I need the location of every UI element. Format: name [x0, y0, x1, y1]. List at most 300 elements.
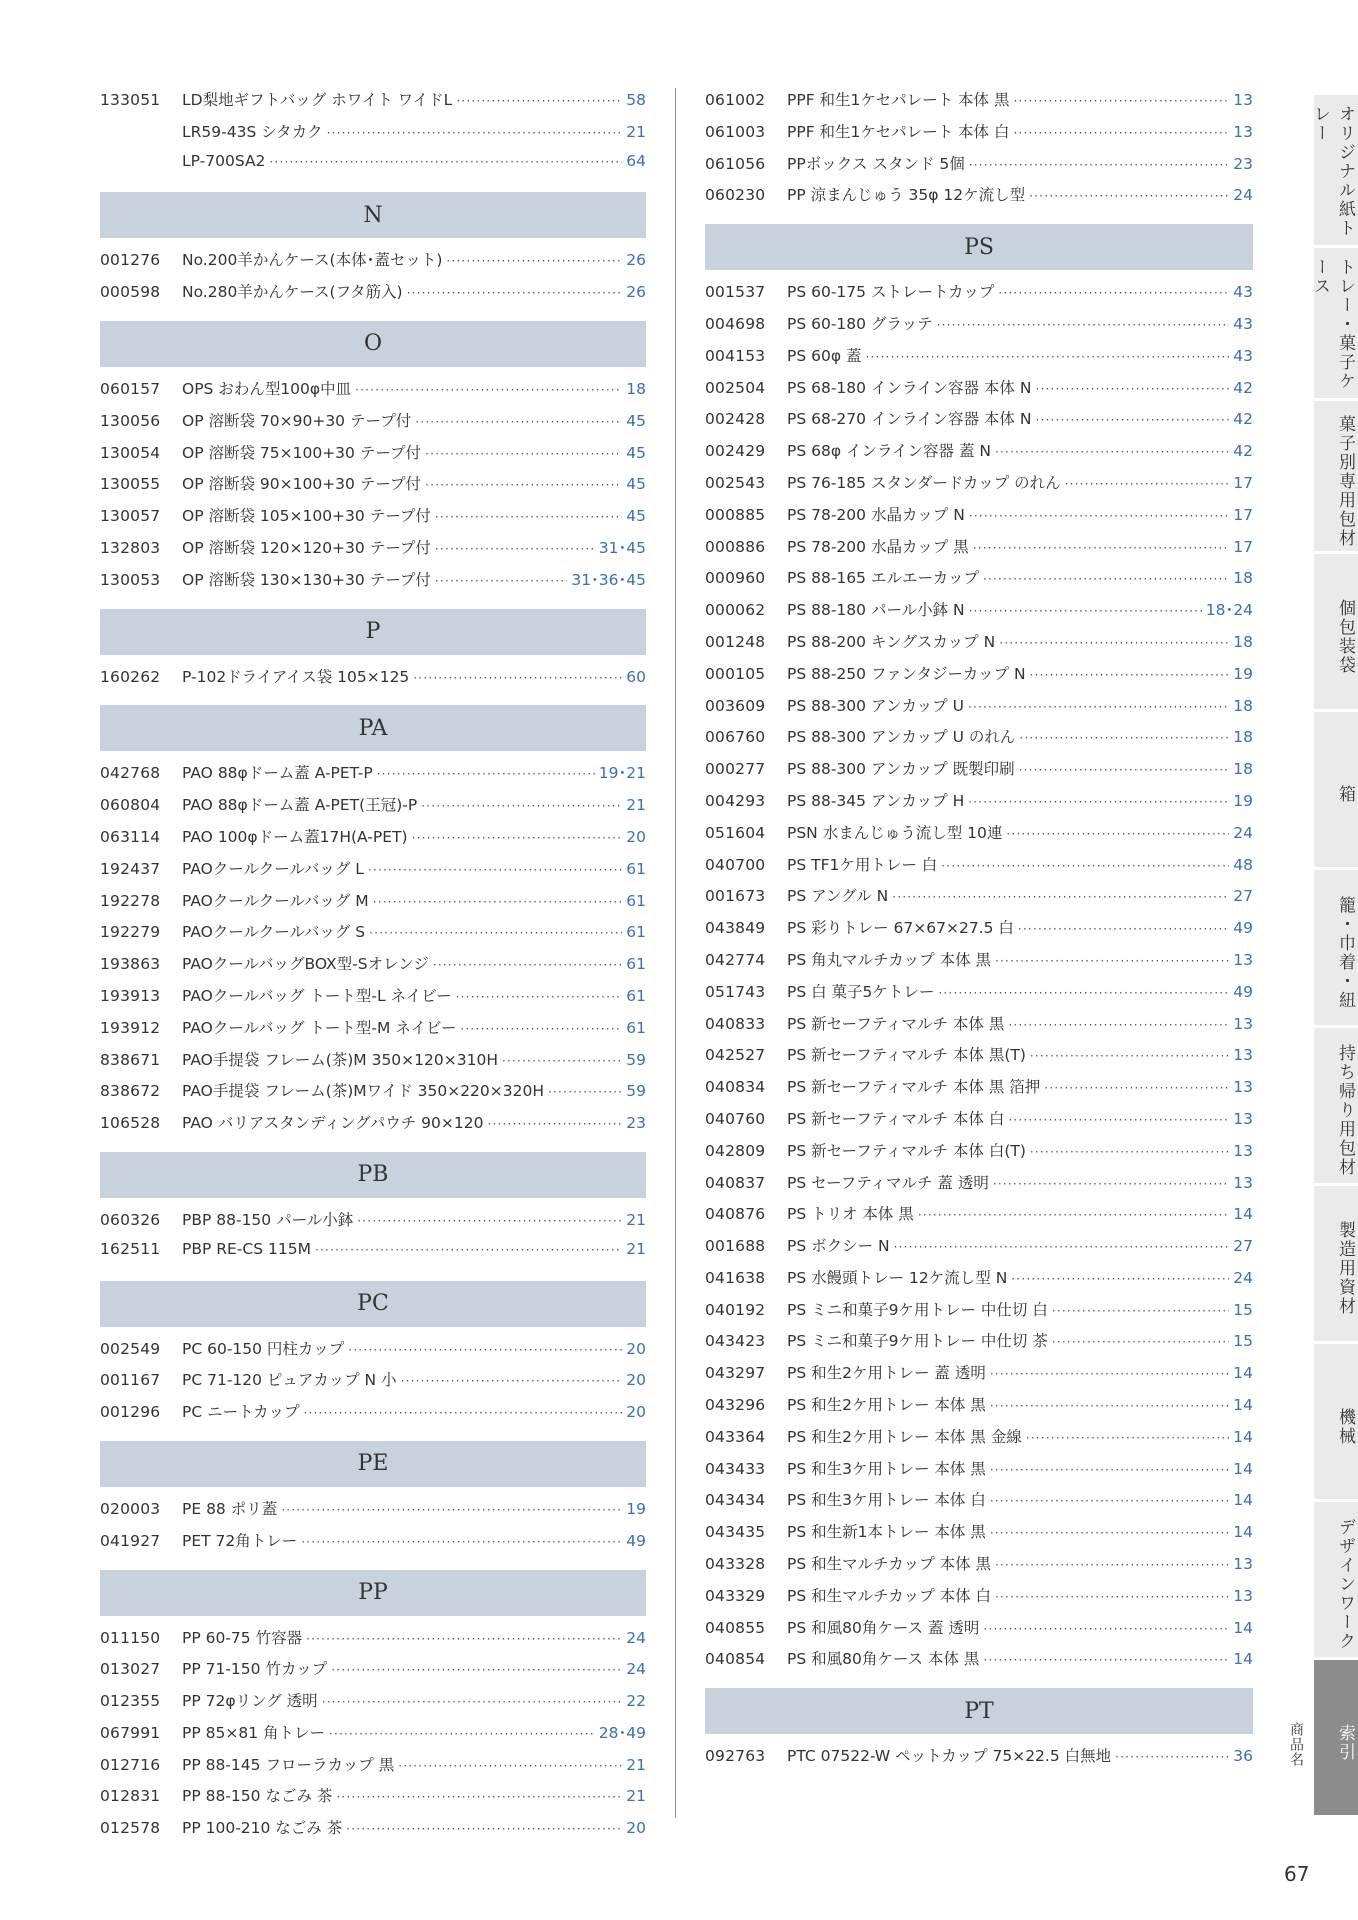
- product-name: PP 涼まんじゅう 35φ 12ケ流し型: [787, 186, 1026, 205]
- index-entry: [705, 1361, 1253, 1393]
- dot-leader: [1044, 1082, 1229, 1094]
- page-reference[interactable]: 61: [626, 923, 646, 942]
- page-reference[interactable]: 49: [1233, 919, 1253, 938]
- product-name: PS 彩りトレー 67×67×27.5 白: [787, 919, 1014, 938]
- product-code: 043297: [705, 1364, 766, 1383]
- product-name: PS アングル N: [787, 887, 889, 906]
- dot-leader: [446, 255, 622, 267]
- dot-leader: [1115, 1751, 1229, 1763]
- product-code: 040855: [705, 1618, 766, 1637]
- page-reference[interactable]: 24: [626, 1628, 646, 1647]
- index-entry: [100, 1784, 646, 1816]
- page-reference[interactable]: 13: [1233, 1586, 1253, 1605]
- section-header: PT: [705, 1688, 1253, 1734]
- product-code: 002504: [705, 378, 766, 397]
- product-name: PP 85×81 角トレー: [182, 1723, 325, 1742]
- page-reference[interactable]: 13: [1233, 1046, 1253, 1065]
- page-reference[interactable]: 49: [1233, 982, 1253, 1001]
- page-reference[interactable]: 58: [626, 91, 646, 109]
- index-entry: [705, 1584, 1253, 1616]
- dot-leader: [968, 796, 1229, 808]
- product-code: 000886: [705, 537, 766, 556]
- page-reference[interactable]: 61: [626, 891, 646, 910]
- product-name: PS 60φ 蓋: [787, 346, 862, 365]
- index-entry: [100, 889, 646, 921]
- page-reference[interactable]: 17: [1233, 505, 1253, 524]
- page-reference[interactable]: 20: [626, 1371, 646, 1390]
- product-code: 042809: [705, 1141, 766, 1160]
- page-reference[interactable]: 61: [626, 955, 646, 974]
- page-reference[interactable]: 21: [626, 122, 646, 141]
- dot-leader: [973, 542, 1230, 554]
- index-entry: [705, 980, 1253, 1012]
- dot-leader: [460, 1023, 622, 1035]
- dot-leader: [401, 1375, 623, 1387]
- product-name: LR59-43S シタカク: [182, 122, 323, 141]
- page-reference[interactable]: 18: [1233, 632, 1253, 651]
- page-reference[interactable]: 14: [1233, 1491, 1253, 1510]
- page-reference[interactable]: 14: [1233, 1205, 1253, 1224]
- product-name: PS 88-300 アンカップ U: [787, 696, 964, 715]
- dot-leader: [1013, 127, 1229, 139]
- page-reference[interactable]: 45: [626, 507, 646, 526]
- dot-leader: [990, 1527, 1229, 1539]
- product-code: 013027: [100, 1660, 161, 1679]
- dot-leader: [1019, 764, 1230, 776]
- dot-leader: [348, 1344, 622, 1356]
- product-name: PBP RE-CS 115M: [182, 1239, 311, 1258]
- product-name: PP 71-150 竹カップ: [182, 1660, 328, 1679]
- product-name: PS 60-175 ストレートカップ: [787, 283, 995, 302]
- page-reference[interactable]: 21: [626, 1787, 646, 1806]
- product-code: 002428: [705, 410, 766, 429]
- page-reference[interactable]: 24: [1233, 186, 1253, 205]
- product-name: PAO手提袋 フレーム(茶)M 350×120×310H: [182, 1050, 498, 1069]
- page-reference[interactable]: 26: [626, 283, 646, 302]
- index-entry: [100, 1337, 646, 1369]
- product-code: 130055: [100, 475, 161, 494]
- index-entry: [705, 662, 1253, 694]
- page-reference[interactable]: 17: [1233, 537, 1253, 556]
- dot-leader: [990, 1495, 1229, 1507]
- dot-leader: [1019, 732, 1229, 744]
- dot-leader: [331, 1664, 622, 1676]
- product-name: PS 和生2ケ用トレー 本体 黒 金線: [787, 1427, 1022, 1446]
- product-code: 042768: [100, 764, 161, 783]
- dot-leader: [315, 1244, 622, 1256]
- product-code: 838672: [100, 1082, 161, 1101]
- page-reference[interactable]: 17: [1233, 473, 1253, 492]
- category-tab[interactable]: 籠・巾着・紐: [1314, 870, 1358, 1025]
- product-code: 012355: [100, 1692, 161, 1711]
- index-entry: [705, 566, 1253, 598]
- dot-leader: [368, 864, 622, 876]
- index-entry: [705, 376, 1253, 408]
- dot-leader: [1011, 1273, 1229, 1285]
- dot-leader: [993, 1178, 1229, 1190]
- category-tab[interactable]: 個包装袋: [1314, 554, 1358, 709]
- product-name: PS 新セーフティマルチ 本体 黒(T): [787, 1046, 1026, 1065]
- page-reference[interactable]: 42: [1233, 378, 1253, 397]
- product-code: 004153: [705, 346, 766, 365]
- dot-leader: [421, 800, 622, 812]
- product-name: PS トリオ 本体 黒: [787, 1205, 914, 1224]
- page-reference[interactable]: 23: [1233, 154, 1253, 173]
- page-reference[interactable]: 20: [626, 827, 646, 846]
- index-entry: [705, 598, 1253, 630]
- index-entry: [100, 984, 646, 1016]
- category-tab[interactable]: 製造用資材: [1314, 1186, 1358, 1341]
- page-reference[interactable]: 49: [626, 1531, 646, 1550]
- index-entry: [705, 312, 1253, 344]
- category-tab[interactable]: トレー・菓子ケース: [1314, 248, 1358, 398]
- product-name: PS 和生3ケ用トレー 本体 黒: [787, 1459, 986, 1478]
- index-entry: [705, 1425, 1253, 1457]
- product-code: 060804: [100, 796, 161, 815]
- product-name: PS 和生3ケ用トレー 本体 白: [787, 1491, 986, 1510]
- category-tab[interactable]: デザインワーク: [1314, 1502, 1358, 1657]
- dot-leader: [937, 319, 1230, 331]
- product-name: PS ミニ和菓子9ケ用トレー 中仕切 茶: [787, 1332, 1048, 1351]
- product-code: 000062: [705, 601, 766, 620]
- dot-leader: [281, 1504, 622, 1516]
- product-code: 192437: [100, 859, 161, 878]
- page-reference[interactable]: 59: [626, 1050, 646, 1069]
- dot-leader: [456, 95, 622, 107]
- product-code: 130056: [100, 411, 161, 430]
- page-reference[interactable]: 45: [626, 443, 646, 462]
- dot-leader: [995, 446, 1229, 458]
- page-reference[interactable]: 20: [626, 1339, 646, 1358]
- product-code: 041638: [705, 1268, 766, 1287]
- page-reference[interactable]: 61: [626, 1018, 646, 1037]
- product-name: OP 溶断袋 105×100+30 テープ付: [182, 507, 431, 526]
- product-code: 002429: [705, 442, 766, 461]
- page-reference[interactable]: 13: [1233, 1109, 1253, 1128]
- dot-leader: [269, 156, 622, 168]
- dot-leader: [336, 1791, 622, 1803]
- product-name: PS 88-250 ファンタジーカップ N: [787, 664, 1026, 683]
- page-reference[interactable]: 18: [1233, 728, 1253, 747]
- product-name: PET 72角トレー: [182, 1531, 298, 1550]
- page-reference[interactable]: 45: [626, 411, 646, 430]
- page-reference[interactable]: 21: [626, 1210, 646, 1229]
- product-name: PP 88-145 フローラカップ 黒: [182, 1755, 395, 1774]
- product-name: PS 76-185 スタンダードカップ のれん: [787, 473, 1061, 492]
- page-reference[interactable]: 13: [1233, 1173, 1253, 1192]
- page-reference[interactable]: 42: [1233, 410, 1253, 429]
- product-code: 040192: [705, 1300, 766, 1319]
- category-tab[interactable]: 索引: [1314, 1660, 1358, 1815]
- index-entry: [705, 725, 1253, 757]
- index-entry: [100, 1079, 646, 1111]
- dot-leader: [990, 1368, 1229, 1380]
- index-entry: [705, 1457, 1253, 1489]
- product-code: 193913: [100, 986, 161, 1005]
- page-reference[interactable]: 14: [1233, 1650, 1253, 1669]
- page-reference[interactable]: 43: [1233, 346, 1253, 365]
- product-name: PS 和生新1本トレー 本体 黒: [787, 1523, 986, 1542]
- product-code: 061003: [705, 122, 766, 141]
- page-reference[interactable]: 20: [626, 1403, 646, 1422]
- column-divider: [675, 88, 676, 1818]
- product-code: 061002: [705, 91, 766, 109]
- index-entry: [705, 535, 1253, 567]
- index-entry: [705, 1012, 1253, 1044]
- product-name: PS 88-345 アンカップ H: [787, 791, 965, 810]
- index-entry: [705, 407, 1253, 439]
- product-code: 001276: [100, 251, 161, 270]
- dot-leader: [1008, 1019, 1229, 1031]
- index-entry: [100, 1016, 646, 1048]
- product-name: PS 68-180 インライン容器 本体 N: [787, 378, 1032, 397]
- page-reference[interactable]: 15: [1233, 1300, 1253, 1319]
- dot-leader: [369, 927, 622, 939]
- product-code: 020003: [100, 1499, 161, 1518]
- product-name: PAOクールクールバッグ M: [182, 891, 369, 910]
- dot-leader: [435, 511, 622, 523]
- dot-leader: [412, 832, 623, 844]
- page-reference[interactable]: 19: [1233, 664, 1253, 683]
- index-entry: [705, 1298, 1253, 1330]
- dot-leader: [415, 416, 622, 428]
- page-reference[interactable]: 21: [626, 796, 646, 815]
- page-reference[interactable]: 26: [626, 251, 646, 270]
- index-entry: [705, 439, 1253, 471]
- product-name: PAO手提袋 フレーム(茶)Mワイド 350×220×320H: [182, 1082, 545, 1101]
- product-name: PS セーフティマルチ 蓋 透明: [787, 1173, 989, 1192]
- category-tab[interactable]: 箱: [1314, 712, 1358, 867]
- product-name: LP-700SA2: [182, 151, 266, 170]
- product-code: 001167: [100, 1371, 161, 1390]
- product-code: 133051: [100, 91, 161, 109]
- index-entry: [100, 1368, 646, 1400]
- dot-leader: [999, 637, 1229, 649]
- product-code: 040700: [705, 855, 766, 874]
- product-name: PS 白 菓子5ケトレー: [787, 982, 935, 1001]
- index-entry: [100, 1626, 646, 1658]
- product-name: PP 72φリング 透明: [182, 1692, 318, 1711]
- dot-leader: [407, 287, 623, 299]
- page-reference[interactable]: 15: [1233, 1332, 1253, 1351]
- product-name: PC 60-150 円柱カップ: [182, 1339, 345, 1358]
- page-reference[interactable]: 27: [1233, 1237, 1253, 1256]
- dot-leader: [1006, 828, 1229, 840]
- page-reference[interactable]: 18: [1233, 760, 1253, 779]
- page-reference[interactable]: 13: [1233, 122, 1253, 141]
- index-entry: [100, 248, 646, 280]
- dot-leader: [1018, 923, 1229, 935]
- index-entry: [100, 280, 646, 312]
- index-entry: [705, 183, 1253, 215]
- product-name: PAO 88φドーム蓋 A-PET(王冠)-P: [182, 796, 418, 815]
- dot-leader: [866, 351, 1230, 363]
- product-code: 001688: [705, 1237, 766, 1256]
- index-entry: [705, 1075, 1253, 1107]
- dot-leader: [306, 1633, 622, 1645]
- category-tab[interactable]: 菓子別専用包材: [1314, 401, 1358, 551]
- index-entry: [100, 504, 646, 536]
- page-reference[interactable]: 28･49: [598, 1723, 646, 1742]
- page-reference[interactable]: 43: [1233, 314, 1253, 333]
- dot-leader: [346, 1823, 622, 1835]
- dot-leader: [1052, 1305, 1229, 1317]
- product-name: OP 溶断袋 120×120+30 テープ付: [182, 538, 431, 557]
- page-reference[interactable]: 24: [626, 1660, 646, 1679]
- category-tab[interactable]: 機械: [1314, 1344, 1358, 1499]
- section-header: PB: [100, 1152, 646, 1198]
- product-code: 043849: [705, 919, 766, 938]
- dot-leader: [322, 1696, 623, 1708]
- index-entry: [100, 857, 646, 889]
- product-name: PS 88-300 アンカップ 既製印刷: [787, 760, 1015, 779]
- dot-leader: [398, 1760, 622, 1772]
- dot-leader: [435, 575, 567, 587]
- page-reference[interactable]: 60: [626, 667, 646, 686]
- page-reference[interactable]: 31･36･45: [571, 570, 646, 589]
- product-name: PAOクールバッグ トート型-L ネイビー: [182, 986, 452, 1005]
- product-code: 061056: [705, 154, 766, 173]
- page-reference[interactable]: 45: [626, 475, 646, 494]
- dot-leader: [355, 384, 622, 396]
- dot-leader: [548, 1086, 622, 1098]
- page-reference[interactable]: 19･21: [598, 764, 646, 783]
- product-name: PAO 100φドーム蓋17H(A-PET): [182, 827, 408, 846]
- product-name: PS 新セーフティマルチ 本体 白(T): [787, 1141, 1026, 1160]
- product-code: 002543: [705, 473, 766, 492]
- page-reference[interactable]: 13: [1233, 91, 1253, 109]
- product-name: PS 和風80角ケース 本体 黒: [787, 1650, 980, 1669]
- page-reference[interactable]: 64: [626, 151, 646, 170]
- dot-leader: [425, 479, 622, 491]
- page-reference[interactable]: 18: [1233, 696, 1253, 715]
- page-number: 67: [1284, 1862, 1310, 1886]
- dot-leader: [995, 1559, 1229, 1571]
- product-name: PS 角丸マルチカップ 本体 黒: [787, 950, 992, 969]
- index-entry: [705, 1647, 1253, 1679]
- page-reference[interactable]: 13: [1233, 1078, 1253, 1097]
- dot-leader: [1030, 1050, 1229, 1062]
- page-reference[interactable]: 18･24: [1205, 601, 1253, 620]
- product-name: OP 溶断袋 90×100+30 テープ付: [182, 475, 422, 494]
- product-name: PS 60-180 グラッテ: [787, 314, 933, 333]
- product-code: 001537: [705, 283, 766, 302]
- dot-leader: [983, 1654, 1229, 1666]
- index-entry: [100, 536, 646, 568]
- product-name: PS 和生2ケ用トレー 蓋 透明: [787, 1364, 986, 1383]
- category-tab[interactable]: オリジナル紙トレー: [1314, 95, 1358, 245]
- page-reference[interactable]: 24: [1233, 823, 1253, 842]
- product-code: 001673: [705, 887, 766, 906]
- page-reference[interactable]: 59: [626, 1082, 646, 1101]
- page-reference[interactable]: 23: [626, 1114, 646, 1133]
- category-tab[interactable]: 持ち帰り用包材: [1314, 1028, 1358, 1183]
- index-entry: [100, 1497, 646, 1529]
- page-reference[interactable]: 27: [1233, 887, 1253, 906]
- product-code: 042527: [705, 1046, 766, 1065]
- index-entry: [100, 793, 646, 825]
- index-entry: [100, 1048, 646, 1080]
- index-entry: [100, 472, 646, 504]
- product-name: PAO バリアスタンディングパウチ 90×120: [182, 1114, 484, 1133]
- product-code: 060230: [705, 186, 766, 205]
- page-reference[interactable]: 18: [626, 379, 646, 398]
- page-reference[interactable]: 42: [1233, 442, 1253, 461]
- product-name: PPF 和生1ケセパレート 本体 白: [787, 122, 1010, 141]
- page-reference[interactable]: 14: [1233, 1364, 1253, 1383]
- dot-leader: [894, 1241, 1230, 1253]
- dot-leader: [1030, 1146, 1229, 1158]
- page-reference[interactable]: 13: [1233, 1014, 1253, 1033]
- product-code: 043364: [705, 1427, 766, 1446]
- section-header: P: [100, 609, 646, 655]
- product-code: 043328: [705, 1555, 766, 1574]
- product-code: 043329: [705, 1586, 766, 1605]
- page-reference[interactable]: 21: [626, 1239, 646, 1258]
- index-entry: [100, 1529, 646, 1561]
- product-code: 043435: [705, 1523, 766, 1542]
- page-reference[interactable]: 14: [1233, 1396, 1253, 1415]
- dot-leader: [433, 959, 622, 971]
- page-reference[interactable]: 24: [1233, 1268, 1253, 1287]
- product-name: PTC 07522-W ペットカップ 75×22.5 白無地: [787, 1747, 1112, 1766]
- page-reference[interactable]: 18: [1233, 569, 1253, 588]
- product-code: 838671: [100, 1050, 161, 1069]
- page-reference[interactable]: 22: [626, 1692, 646, 1711]
- page-reference[interactable]: 21: [626, 1755, 646, 1774]
- page-reference[interactable]: 61: [626, 986, 646, 1005]
- index-column-right: [705, 88, 1253, 1776]
- page-reference[interactable]: 14: [1233, 1459, 1253, 1478]
- product-name: PS 和生マルチカップ 本体 白: [787, 1586, 992, 1605]
- page-reference[interactable]: 48: [1233, 855, 1253, 874]
- product-name: PAOクールクールバッグ S: [182, 923, 366, 942]
- product-code: 000105: [705, 664, 766, 683]
- page-reference[interactable]: 19: [1233, 791, 1253, 810]
- page-reference[interactable]: 14: [1233, 1523, 1253, 1542]
- index-entry: [100, 377, 646, 409]
- page-reference[interactable]: 13: [1233, 950, 1253, 969]
- index-entry: [705, 1266, 1253, 1298]
- page-reference[interactable]: 31･45: [598, 538, 646, 557]
- product-name: OP 溶断袋 130×130+30 テープ付: [182, 570, 431, 589]
- product-name: PPボックス スタンド 5個: [787, 154, 965, 173]
- section-header: PA: [100, 705, 646, 751]
- dot-leader: [373, 896, 623, 908]
- product-name: PS 78-200 水晶カップ N: [787, 505, 965, 524]
- product-code: 040854: [705, 1650, 766, 1669]
- dot-leader: [990, 1464, 1229, 1476]
- page-reference[interactable]: 13: [1233, 1141, 1253, 1160]
- page-reference[interactable]: 61: [626, 859, 646, 878]
- dot-leader: [327, 127, 623, 139]
- product-name: PS ボクシー N: [787, 1237, 890, 1256]
- dot-leader: [435, 543, 595, 555]
- product-code: 193863: [100, 955, 161, 974]
- page-reference[interactable]: 19: [626, 1499, 646, 1518]
- dot-leader: [1035, 383, 1229, 395]
- page-reference[interactable]: 36: [1233, 1747, 1253, 1766]
- page-reference[interactable]: 14: [1233, 1427, 1253, 1446]
- product-code: 012831: [100, 1787, 161, 1806]
- product-code: 043423: [705, 1332, 766, 1351]
- product-name: PC ニートカップ: [182, 1403, 300, 1422]
- page-reference[interactable]: 13: [1233, 1555, 1253, 1574]
- page-reference[interactable]: 14: [1233, 1618, 1253, 1637]
- index-entry: [705, 1202, 1253, 1234]
- page-reference[interactable]: 43: [1233, 283, 1253, 302]
- page-reference[interactable]: 20: [626, 1819, 646, 1838]
